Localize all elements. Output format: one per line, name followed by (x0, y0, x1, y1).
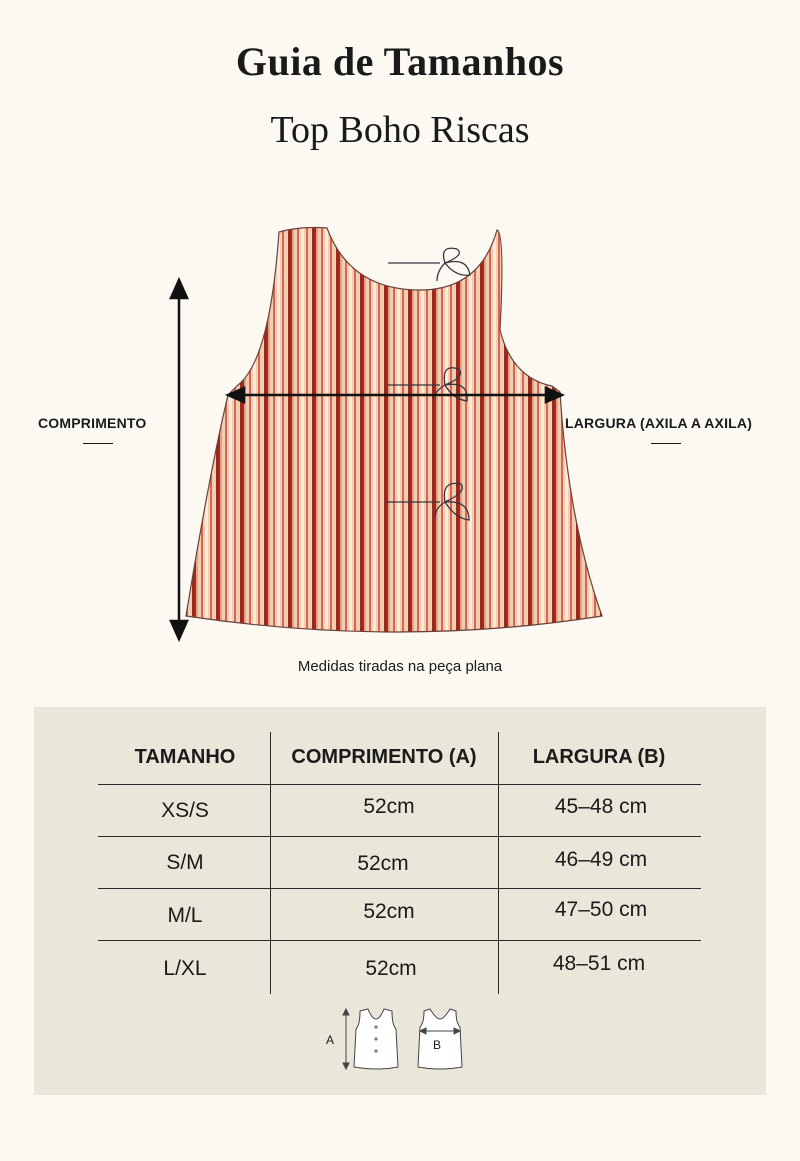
row-divider (98, 940, 701, 941)
legend-a-label: A (326, 1033, 335, 1047)
measurement-note: Medidas tiradas na peça plana (297, 658, 503, 675)
cell-width: 48–51 cm (552, 952, 646, 975)
length-label-underline (83, 443, 113, 444)
cell-size: S/M (166, 851, 204, 874)
cell-width: 45–48 cm (554, 795, 648, 818)
header-width: LARGURA (B) (532, 746, 666, 768)
cell-length: 52cm (363, 900, 415, 923)
product-name: Top Boho Riscas (270, 109, 530, 151)
legend-illustration (320, 1005, 480, 1075)
cell-size: XS/S (161, 799, 209, 822)
cell-size: L/XL (163, 957, 207, 980)
cell-width: 47–50 cm (554, 898, 648, 921)
measurement-legend (320, 1005, 480, 1080)
row-divider (98, 784, 701, 785)
cell-length: 52cm (365, 957, 417, 980)
width-label: LARGURA (AXILA A AXILA) (565, 415, 753, 431)
length-label: COMPRIMENTO (38, 415, 147, 431)
cell-size: M/L (167, 904, 203, 927)
garment-body (180, 220, 610, 660)
length-arrow (171, 280, 187, 639)
row-divider (98, 888, 701, 889)
width-label-underline (651, 443, 681, 444)
page-title: Guia de Tamanhos (235, 39, 565, 84)
cell-length: 52cm (363, 795, 415, 818)
header-size: TAMANHO (134, 746, 236, 768)
legend-length-arrow (343, 1009, 349, 1069)
row-divider (98, 836, 701, 837)
cell-length: 52cm (357, 852, 409, 875)
header-length: COMPRIMENTO (A) (291, 746, 477, 768)
cell-width: 46–49 cm (554, 848, 648, 871)
legend-b-label: B (433, 1038, 442, 1052)
